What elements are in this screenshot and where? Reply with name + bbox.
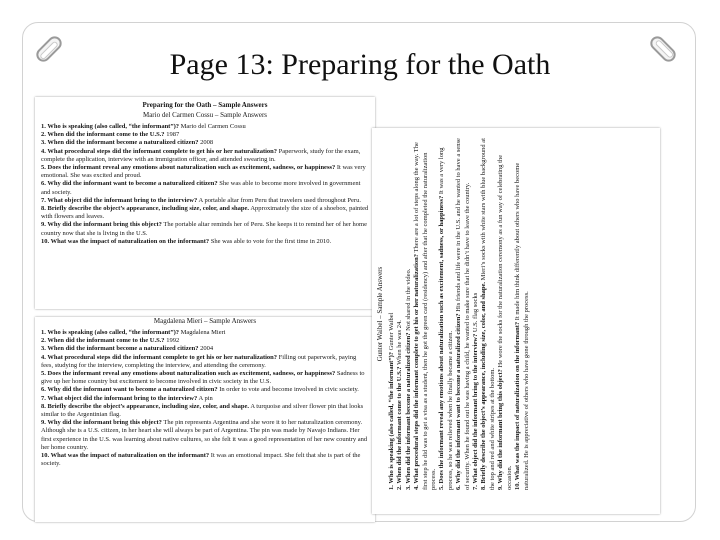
answer-text: 1987 <box>164 131 180 139</box>
answer-text: She was able to vote for the first time in 2010. <box>209 237 332 245</box>
qa-item <box>41 354 369 370</box>
qa-item <box>41 221 369 237</box>
qa-item <box>41 205 369 221</box>
question-text: 4. What procedural steps did the informant complete to get his or her naturalization? <box>413 253 421 490</box>
question-text: 6. Why did the informant want to become a naturalized citizen? <box>41 180 218 188</box>
question-text: 2. When did the informant come to the U.S.? <box>41 131 165 139</box>
answer-text: It was a very long process, so he was relieved when he finally became a citizen. <box>438 147 454 490</box>
answer-text: Magdalena Mieri <box>179 329 226 336</box>
qa-item <box>438 138 455 490</box>
answer-sheet-cossu <box>35 97 375 309</box>
answer-text: She was able to become more involved in government and society. <box>41 180 361 196</box>
question-text: 6. Why did the informant want to become a naturalized citizen? <box>41 386 218 394</box>
document-subheading: Magdalena Mieri – Sample Answers <box>153 317 257 325</box>
answer-text: There are a lot of steps along the way. The first step he did was to get a visa as a student, then he got the green card (residency) and after that he completed the naturalization process. <box>413 142 438 490</box>
qa-item <box>41 337 369 345</box>
answer-text: It was very emotional. She was excited and proud. <box>41 164 366 180</box>
qa-item <box>41 345 369 353</box>
answer-text: A turquoise and silver flower pin that looks similar to the Argentinian flag. <box>41 402 364 419</box>
answer-text: A pin <box>197 394 213 402</box>
document-subheading: Gunter Waibel – Sample Answers <box>376 266 384 362</box>
qa-item <box>41 164 369 180</box>
qa-item <box>41 139 369 147</box>
answer-text: It was an emotional impact. She felt that she is part of the society. <box>41 452 361 468</box>
qa-item <box>41 180 369 196</box>
answer-text: The portable altar reminds her of Peru. She keeps it to remind her of her home country now that she is living in the U.S. <box>41 221 367 237</box>
qa-item <box>41 395 369 403</box>
document-subheading: Mario del Carmen Cossu – Sample Answers <box>142 111 268 119</box>
slide-title: Page 13: Preparing for the Oath <box>169 48 551 81</box>
answer-text: Sadness to give up her home country but excitement to become involved in civic society in the U.S. <box>41 370 365 386</box>
answer-text: 2004 <box>198 345 214 353</box>
question-text: 10. What was the impact of naturalization on the informant? <box>41 452 210 460</box>
answer-text: A portable altar from Peru that travelers used throughout Peru. <box>197 196 361 204</box>
qa-item <box>497 138 514 490</box>
document-heading: Preparing for the Oath – Sample Answers <box>142 101 268 109</box>
answer-text: 2008 <box>198 139 214 147</box>
qa-item <box>388 138 396 490</box>
question-text: 8. Briefly describe the object’s appearance, including size, color, and shape. <box>480 281 488 490</box>
answer-text: The pin represents Argentina and she wore it to her naturalization ceremony. Although she is a U.S. citizen, in her heart she will always be part of Argentina. The pin was made by Navajo Indians. Her first experience in the U.S. was learning about native cultures, so she felt it was a good representation of her new country and her home country. <box>41 419 368 451</box>
qa-item <box>41 329 369 337</box>
question-text: 3. When did the informant become a naturalized citizen? <box>404 332 412 490</box>
qa-item <box>472 138 480 490</box>
question-text: 3. When did the informant become a naturalized citizen? <box>41 345 199 353</box>
answer-text: Paperwork, study for the exam, complete the application, interview with an immigration officer, and attended swearing in. <box>41 147 361 163</box>
question-text: 10. What was the impact of naturalization on the informant? <box>514 321 522 490</box>
question-text: 8. Briefly describe the object’s appearance, including size, color, and shape. <box>41 402 250 410</box>
answer-text: Mario del Carmen Cossu <box>179 123 246 130</box>
answer-sheet-mieri <box>35 317 375 522</box>
answer-text: Mieri’s socks with white stars with blue background at the top and red and white stripes at the bottom. <box>480 138 496 490</box>
question-text: 2. When did the informant come to the U.S.? <box>41 337 165 345</box>
question-text: 1. Who is speaking (also called, “the informant”)? <box>41 123 180 130</box>
qa-item <box>41 386 369 394</box>
qa-item <box>480 138 497 490</box>
answer-text: U.S. flag socks <box>472 292 480 334</box>
qa-item <box>413 138 438 490</box>
qa-item <box>396 138 404 490</box>
answer-text: Not shared in the video. <box>404 268 412 333</box>
qa-item <box>41 419 369 452</box>
answer-text: It made him think differently about others who have become naturalized. He is appreciative of others who have gone through the process. <box>514 162 530 490</box>
question-text: 1. Who is speaking (also called, “the informant”)? <box>41 329 180 336</box>
answer-text: Filling out paperwork, paying fees, studying for the interview, completing the interview, and attending the ceremony. <box>41 353 357 369</box>
answer-text: He wore the socks for the naturalization ceremony as a fun way of celebrating the occasion. <box>497 154 513 490</box>
question-text: 6. Why did the informant want to become a naturalized citizen? <box>455 313 463 490</box>
question-text: 5. Does the informant reveal any emotions about naturalization such as excitement, sadness, or happiness? <box>438 195 446 490</box>
qa-item <box>41 238 369 246</box>
question-text: 9. Why did the informant bring this object? <box>41 419 162 427</box>
answer-text: In order to vote and become involved in civic society. <box>217 386 359 394</box>
qa-item <box>41 452 369 468</box>
question-text: 1. Who is speaking (also called, “the informant”)? <box>388 351 395 490</box>
question-text: 5. Does the informant reveal any emotions about naturalization such as excitement, sadness, or happiness? <box>41 370 336 378</box>
question-text: 7. What object did the informant bring to the interview? <box>41 196 198 204</box>
qa-item <box>41 197 369 205</box>
qa-item <box>41 131 369 139</box>
answer-text: Gunter Waibel <box>388 312 395 352</box>
qa-item <box>41 370 369 386</box>
answer-text: When he was 24. <box>396 320 404 367</box>
qa-item <box>514 138 531 490</box>
question-text: 3. When did the informant become a naturalized citizen? <box>41 139 199 147</box>
question-text: 4. What procedural steps did the informant complete to get his or her naturalization? <box>41 147 278 155</box>
question-text: 7. What object did the informant bring to the interview? <box>41 394 198 402</box>
qa-item <box>41 123 369 131</box>
rotated-page <box>372 128 660 514</box>
qa-item <box>41 403 369 419</box>
question-text: 5. Does the informant reveal any emotions about naturalization such as excitement, sadness, or happiness? <box>41 164 336 172</box>
question-text: 2. When did the informant come to the U.S.? <box>396 366 404 490</box>
answer-text: 1992 <box>164 337 180 345</box>
question-text: 9. Why did the informant bring this object? <box>497 369 505 490</box>
question-answer-list <box>35 123 375 246</box>
question-answer-list <box>35 329 375 468</box>
answer-text: Approximately the size of a shoebox, painted with flowers and leaves. <box>41 205 369 221</box>
question-text: 10. What was the impact of naturalization on the informant? <box>41 237 210 245</box>
answer-text: His friends and life were in the U.S. and he wanted to have a sense of security. When he found out he was having a child, he wanted to make sure that he didn’t have to leave the country. <box>455 138 471 490</box>
question-answer-list <box>388 138 531 490</box>
qa-item <box>405 138 413 490</box>
question-text: 8. Briefly describe the object’s appearance, including size, color, and shape. <box>41 205 250 213</box>
question-text: 7. What object did the informant bring to the interview? <box>472 333 480 490</box>
qa-item <box>41 148 369 164</box>
qa-item <box>455 138 472 490</box>
answer-sheet-waibel <box>372 128 660 514</box>
question-text: 4. What procedural steps did the informant complete to get his or her naturalization? <box>41 353 278 361</box>
question-text: 9. Why did the informant bring this object? <box>41 221 162 229</box>
